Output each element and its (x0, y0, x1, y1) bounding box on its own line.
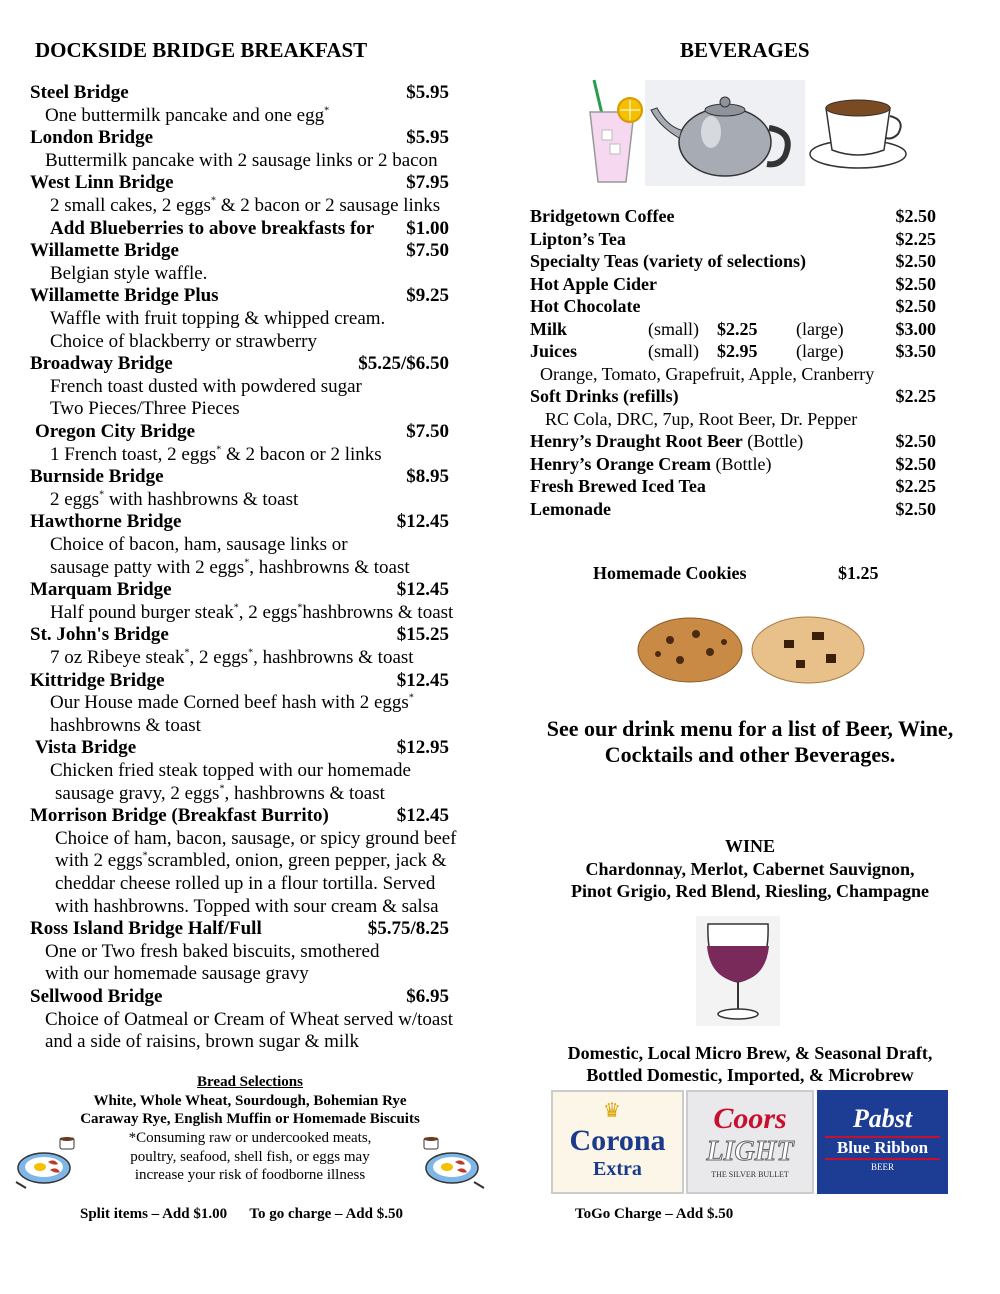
breakfast-item-desc: sausage patty with 2 eggs*, hashbrowns & toast (50, 556, 410, 578)
beverage-price: $2.50 (895, 431, 936, 451)
beverage-price: $2.25 (895, 476, 936, 496)
beverage-small-price: $2.95 (717, 341, 758, 361)
breakfast-item-desc: Waffle with fruit topping & whipped cream. (50, 308, 386, 329)
breakfast-item-price: $6.95 (406, 986, 449, 1007)
beverage-small-label: (small) (648, 318, 699, 339)
beverage-name: Specialty Teas (variety of selections) (530, 251, 806, 271)
breakfast-item-name: West Linn Bridge (30, 172, 174, 194)
beverage-name: Hot Chocolate (530, 296, 641, 316)
breakfast-item-desc: One or Two fresh baked biscuits, smothered (45, 940, 380, 962)
breakfast-item-desc: Choice of Oatmeal or Cream of Wheat served w/toast (45, 1008, 454, 1030)
breakfast-plate-icon-left (14, 1132, 82, 1190)
beverage-price: $2.25 (895, 386, 936, 406)
breakfast-item-desc: One buttermilk pancake and one egg* (45, 104, 330, 126)
breakfast-item-desc: Buttermilk pancake with 2 sausage links or 2 bacon (45, 149, 438, 171)
beverage-price: $2.50 (895, 273, 936, 294)
drink-menu-note-line2: Cocktails and other Beverages. (604, 742, 896, 767)
breakfast-item-price: $5.95 (406, 127, 449, 149)
breakfast-item-desc: 2 small cakes, 2 eggs* & 2 bacon or 2 sausage links (50, 195, 441, 216)
pabst-ribbon-text: Blue Ribbon (825, 1136, 940, 1160)
breakfast-item-desc: hashbrowns & toast (50, 714, 201, 736)
breakfast-item-name: Vista Bridge (35, 737, 137, 759)
beverage-price: $2.50 (895, 296, 936, 316)
breakfast-item-price: $8.95 (406, 466, 449, 488)
coors-logo (686, 1090, 814, 1194)
breakfast-item-name: Burnside Bridge (30, 466, 164, 488)
breakfast-item-price: $7.50 (406, 240, 449, 262)
breakfast-item-price: $15.25 (396, 624, 449, 646)
breakfast-item-price: $7.95 (406, 172, 449, 194)
breakfast-item-price: $12.45 (396, 669, 449, 691)
beverage-price: $3.00 (895, 318, 936, 339)
wine-glass-icon (696, 916, 780, 1026)
coors-light-text: LIGHT (706, 1136, 794, 1167)
breakfast-item-desc: 1 French toast, 2 eggs* & 2 bacon or 2 links (50, 443, 382, 465)
breakfast-item-desc: with our homemade sausage gravy (45, 963, 309, 985)
breakfast-item-desc: with hashbrowns. Topped with sour cream & salsa (55, 895, 439, 917)
breakfast-item-desc: 2 eggs* with hashbrowns & toast (50, 488, 299, 510)
breakfast-item-desc: Belgian style waffle. (50, 262, 208, 284)
beer-line2: Bottled Domestic, Imported, & Microbrew (586, 1065, 914, 1085)
breakfast-item-name: Broadway Bridge (30, 353, 173, 375)
iced-drink-icon (584, 78, 646, 188)
beverage-small-price: $2.25 (717, 318, 758, 339)
breakfast-item-price: $5.95 (406, 82, 449, 103)
breakfast-item-price: $12.95 (396, 737, 449, 759)
beverage-name: Hot Apple Cider (530, 273, 658, 294)
warning-line2: poultry, seafood, shell fish, or eggs may (130, 1149, 370, 1165)
footer-right: ToGo Charge – Add $.50 (575, 1206, 734, 1222)
breakfast-item-price: $5.75/8.25 (367, 918, 449, 940)
breakfast-item-desc: Choice of bacon, ham, sausage links or (50, 534, 348, 555)
breakfast-item-name: Willamette Bridge Plus (30, 285, 219, 307)
footer-left: Split items – Add $1.00 To go charge – Add $.50 (80, 1206, 403, 1222)
beverage-name: Lipton’s Tea (530, 228, 626, 249)
beverage-large-label: (large) (796, 341, 844, 361)
breakfast-item-desc: Chicken fried steak topped with our homemade (50, 760, 411, 781)
breakfast-plate-icon-right (418, 1132, 486, 1190)
warning-line3: increase your risk of foodborne illness (134, 1167, 366, 1183)
cookies-label: Homemade Cookies (593, 563, 747, 583)
breakfast-item-price: $12.45 (396, 805, 449, 827)
beverage-price: $2.50 (895, 453, 936, 474)
breakfast-item-desc: French toast dusted with powdered sugar (50, 375, 362, 397)
breakfast-item-price: $12.45 (396, 511, 449, 533)
cookies-price: $1.25 (838, 563, 879, 583)
breakfast-item-name: Ross Island Bridge Half/Full (30, 918, 262, 940)
breakfast-item-name: Hawthorne Bridge (30, 511, 182, 533)
beverage-price: $2.50 (895, 206, 936, 226)
wine-line1: Chardonnay, Merlot, Cabernet Sauvignon, (585, 859, 915, 879)
corona-logo-text: Corona (569, 1124, 666, 1157)
breakfast-item-price: $7.50 (406, 421, 449, 442)
coffee-cup-icon (806, 88, 910, 172)
crown-icon: ♛ (603, 1098, 621, 1122)
breakfast-item-name: Steel Bridge (30, 82, 129, 103)
wine-title: WINE (724, 836, 775, 856)
breakfast-item-name: St. John's Bridge (30, 624, 169, 646)
beverage-small-label: (small) (648, 341, 699, 361)
breakfast-item-name: Marquam Bridge (30, 579, 172, 601)
breakfast-item-desc: cheddar cheese rolled up in a flour tortilla. Served (55, 873, 436, 894)
breakfast-item-desc: Our House made Corned beef hash with 2 eggs* (50, 692, 414, 714)
beverage-name: Henry’s Draught Root Beer (Bottle) (530, 431, 804, 451)
beverage-name: Bridgetown Coffee (530, 206, 675, 226)
breakfast-item-price: $1.00 (406, 217, 449, 239)
breakfast-item-name: Willamette Bridge (30, 240, 179, 262)
breakfast-item-name: Kittridge Bridge (30, 669, 165, 691)
bread-line2: Caraway Rye, English Muffin or Homemade Biscuits (80, 1111, 420, 1127)
warning-line1: *Consuming raw or undercooked meats, (128, 1130, 372, 1146)
beverage-price: $2.50 (895, 251, 936, 271)
breakfast-item-price: $12.45 (396, 579, 449, 601)
coors-logo-text: Coors (713, 1102, 787, 1135)
drink-menu-note-line1: See our drink menu for a list of Beer, Wine, (546, 716, 954, 741)
beverage-sub-list: RC Cola, DRC, 7up, Root Beer, Dr. Pepper (545, 408, 858, 429)
breakfast-item-desc: Choice of ham, bacon, sausage, or spicy ground beef (55, 827, 457, 849)
breakfast-item-name: Oregon City Bridge (35, 421, 196, 442)
coors-tagline: THE SILVER BULLET (711, 1170, 789, 1179)
breakfast-item-desc: with 2 eggs*scrambled, onion, green pepper, jack & (55, 850, 447, 872)
bread-line1: White, Whole Wheat, Sourdough, Bohemian Rye (93, 1093, 407, 1109)
beverage-name: Soft Drinks (refills) (530, 386, 679, 406)
breakfast-item-desc: Choice of blackberry or strawberry (50, 330, 317, 352)
breakfast-item-name: Sellwood Bridge (30, 986, 163, 1007)
wine-line2: Pinot Grigio, Red Blend, Riesling, Champagne (570, 881, 930, 901)
breakfast-item-desc: 7 oz Ribeye steak*, 2 eggs*, hashbrowns & toast (50, 647, 414, 668)
breakfast-header: DOCKSIDE BRIDGE BREAKFAST (35, 38, 368, 62)
beverage-large-label: (large) (796, 318, 844, 339)
beer-line1: Domestic, Local Micro Brew, & Seasonal Draft, (567, 1043, 933, 1063)
beverage-name: Lemonade (530, 498, 611, 519)
breakfast-item-desc: and a side of raisins, brown sugar & milk (45, 1031, 359, 1053)
breakfast-item-name: London Bridge (30, 127, 154, 149)
beverage-price: $2.25 (895, 228, 936, 249)
beverage-name: Milk (530, 318, 568, 339)
breakfast-item-desc: Half pound burger steak*, 2 eggs*hashbrowns & toast (50, 601, 454, 623)
breakfast-item-price: $9.25 (406, 285, 449, 307)
beverage-name: Fresh Brewed Iced Tea (530, 476, 706, 496)
breakfast-item-desc: sausage gravy, 2 eggs*, hashbrowns & toast (55, 782, 385, 804)
breakfast-item-name: Morrison Bridge (Breakfast Burrito) (30, 805, 329, 827)
pabst-logo (817, 1090, 948, 1194)
bread-title: Bread Selections (197, 1074, 303, 1090)
corona-extra-text: Extra (593, 1158, 642, 1180)
beverage-price: $2.50 (895, 498, 936, 519)
pabst-logo-text: Pabst (852, 1104, 913, 1133)
pabst-beer-text: BEER (870, 1162, 894, 1172)
beverage-sub-list: Orange, Tomato, Grapefruit, Apple, Cranberry (540, 363, 875, 384)
cookies-image (636, 612, 866, 684)
teapot-icon (645, 80, 805, 186)
breakfast-item-desc: Two Pieces/Three Pieces (50, 398, 240, 420)
beverage-name: Juices (530, 341, 577, 361)
beverage-name: Henry’s Orange Cream (Bottle) (530, 453, 772, 474)
beverages-header: BEVERAGES (680, 38, 810, 62)
corona-logo (551, 1090, 684, 1194)
breakfast-item-price: $5.25/$6.50 (358, 353, 449, 375)
breakfast-item-name: Add Blueberries to above breakfasts for (50, 217, 375, 239)
beverage-price: $3.50 (895, 341, 936, 361)
